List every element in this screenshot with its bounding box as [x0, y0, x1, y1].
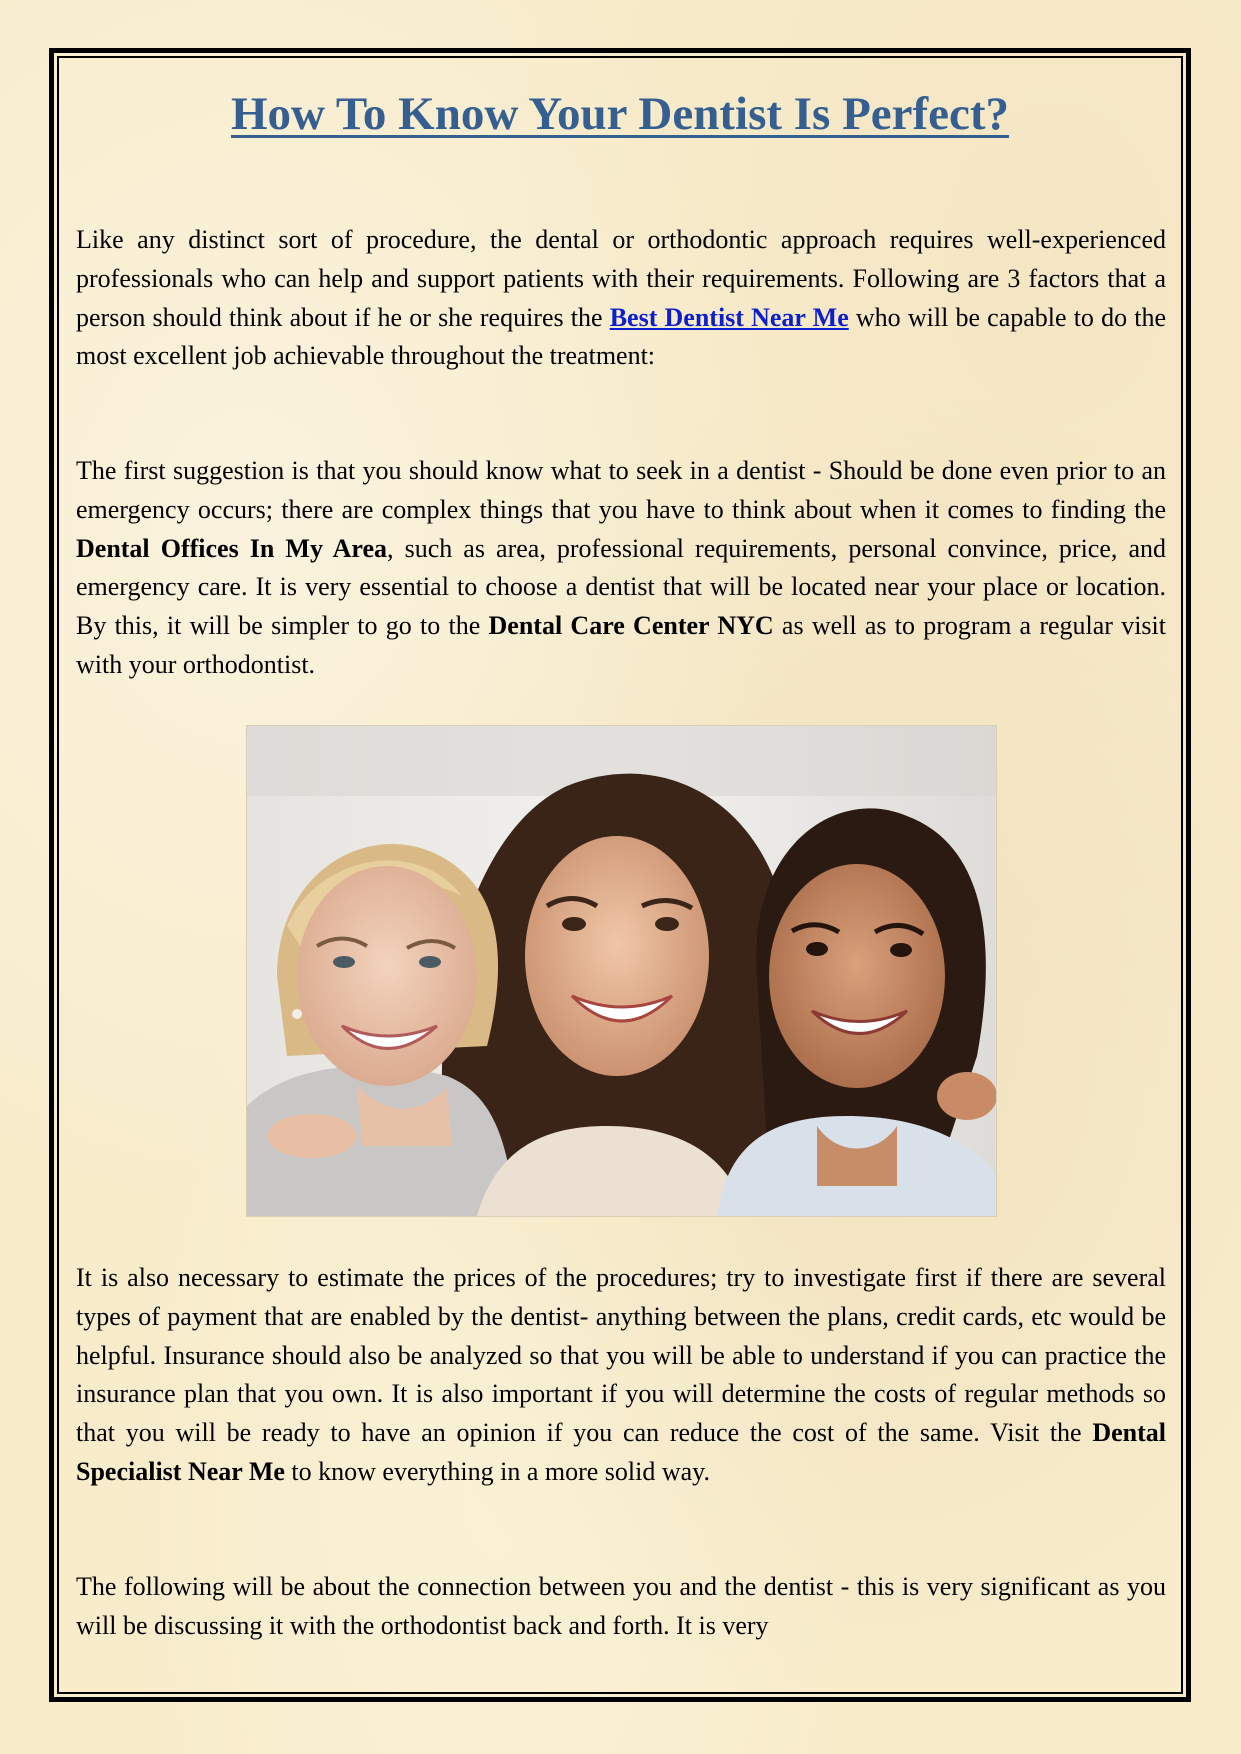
paragraph-text: The following will be about the connection between you and the dentist - this is very significant as you will be discussing it with the orthodontist back and forth. It is very	[76, 1572, 1166, 1640]
paragraph-prices	[76, 1259, 1166, 1492]
paragraph-text: The first suggestion is that you should know what to seek in a dentist - Should be done even prior to an emergency occurs; there are complex things that you have to think about when it comes to finding the	[76, 456, 1166, 524]
keyword-dental-care-center: Dental Care Center NYC	[488, 611, 774, 641]
keyword-dental-offices: Dental Offices In My Area	[76, 533, 387, 563]
paragraph-text: Like any distinct sort of procedure, the dental or orthodontic approach requires well-experienced professionals who can help and support patients with their requirements. Following are 3 factors that a person should think about if he or she requires the	[76, 225, 1166, 332]
paragraph-intro	[76, 221, 1166, 376]
keyword-dental-specialist: Dental Specialist Near Me	[76, 1418, 1166, 1486]
paragraph-text: , such as area, professional requirements, personal convince, price, and emergency care. It is very essential to choose a dentist that will be located near your place or location. By this, it will be simpler to go to the	[76, 533, 1166, 641]
paragraph-text: who will be capable to do the most excellent job achievable throughout the treatment:	[76, 302, 1167, 371]
paragraph-connection	[76, 1568, 1166, 1646]
smiling-women-photo	[247, 726, 996, 1216]
paragraph-first-suggestion	[76, 452, 1166, 685]
paragraph-text: as well as to program a regular visit with your orthodontist.	[76, 611, 1166, 679]
page-title: How To Know Your Dentist Is Perfect?	[230, 88, 1010, 140]
best-dentist-link[interactable]: Best Dentist Near Me	[609, 302, 849, 332]
paragraph-text: to know everything in a more solid way.	[284, 1456, 710, 1486]
paragraph-text: It is also necessary to estimate the prices of the procedures; try to investigate first if there are several types of payment that are enabled by the dentist- anything between the plans, credit cards, etc would be helpful. Insurance should also be analyzed so that you will be able to understand if you can practice the insurance plan that you own. It is also important if you will determine the costs of regular methods so that you will be ready to have an opinion if you can reduce the cost of the same. Visit the	[76, 1263, 1166, 1448]
